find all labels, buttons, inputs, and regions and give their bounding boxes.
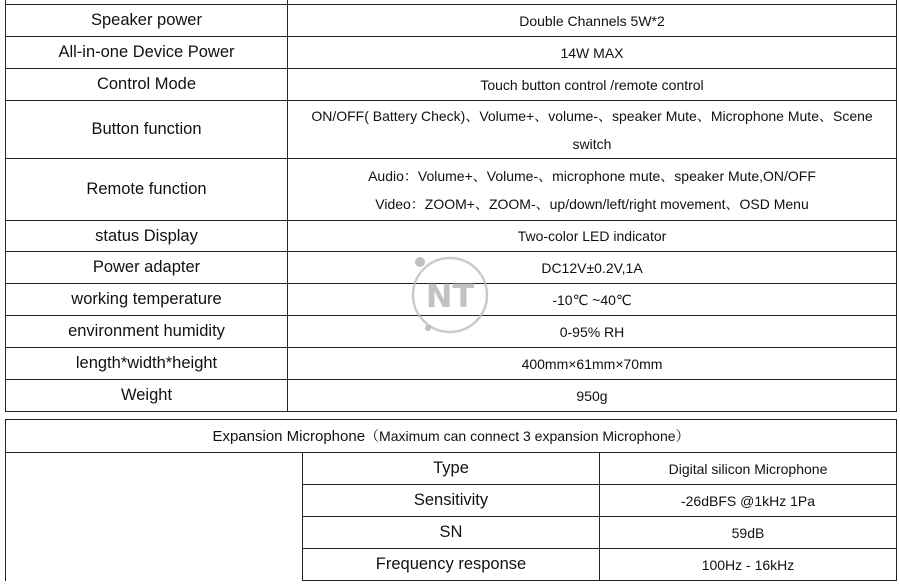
table-row — [6, 453, 897, 485]
indent-cell — [6, 453, 303, 581]
table-row — [6, 5, 897, 37]
table-row — [6, 380, 897, 412]
mic-key: Frequency response — [303, 549, 600, 581]
spec-value-line: Audio：Volume+、Volume-、microphone mute、speaker Mute,ON/OFF — [368, 167, 816, 184]
table-title-row — [6, 420, 897, 453]
table-row — [6, 159, 897, 221]
spec-key: Speaker power — [6, 5, 288, 37]
spec-value: -10℃ ~40℃ — [288, 284, 897, 316]
expansion-subtitle: （Maximum can connect 3 expansion Microphone） — [365, 428, 690, 444]
spec-key: Button function — [6, 101, 288, 159]
expansion-title — [6, 420, 897, 453]
spec-table — [5, 0, 897, 412]
mic-value: 59dB — [600, 517, 897, 549]
watermark-text: NT — [425, 277, 475, 315]
spec-key: working temperature — [6, 284, 288, 316]
spec-key: Power adapter — [6, 252, 288, 284]
spec-key: status Display — [6, 221, 288, 252]
spec-key: All-in-one Device Power — [6, 37, 288, 69]
spec-key: Weight — [6, 380, 288, 412]
spec-key: Control Mode — [6, 69, 288, 101]
spec-value: 950g — [288, 380, 897, 412]
spec-key: Remote function — [6, 159, 288, 221]
table-row — [6, 284, 897, 316]
spec-value — [288, 159, 897, 221]
expansion-microphone-table — [5, 419, 897, 581]
spec-value: Double Channels 5W*2 — [288, 5, 897, 37]
expansion-title-text: Expansion Microphone — [212, 428, 366, 445]
mic-value: -26dBFS @1kHz 1Pa — [600, 485, 897, 517]
table-row — [6, 316, 897, 348]
table-row — [6, 101, 897, 159]
spec-value-line: Video：ZOOM+、ZOOM-、up/down/left/right movement、OSD Menu — [375, 195, 809, 212]
mic-key: Type — [303, 453, 600, 485]
mic-value: 100Hz - 16kHz — [600, 549, 897, 581]
table-row — [6, 252, 897, 284]
mic-key: SN — [303, 517, 600, 549]
spec-value: Touch button control /remote control — [288, 69, 897, 101]
table-row — [6, 37, 897, 69]
spec-value: 400mm×61mm×70mm — [288, 348, 897, 380]
spec-value: 14W MAX — [288, 37, 897, 69]
spec-key: environment humidity — [6, 316, 288, 348]
spec-value: 0-95% RH — [288, 316, 897, 348]
mic-key: Sensitivity — [303, 485, 600, 517]
spec-value: DC12V±0.2V,1A — [288, 252, 897, 284]
mic-value: Digital silicon Microphone — [600, 453, 897, 485]
spec-value: ON/OFF( Battery Check)、Volume+、volume-、speaker Mute、Microphone Mute、Scene switch — [288, 101, 897, 159]
table-row — [6, 348, 897, 380]
spec-value: Two-color LED indicator — [288, 221, 897, 252]
table-row — [6, 221, 897, 252]
table-row — [6, 69, 897, 101]
spec-key: length*width*height — [6, 348, 288, 380]
